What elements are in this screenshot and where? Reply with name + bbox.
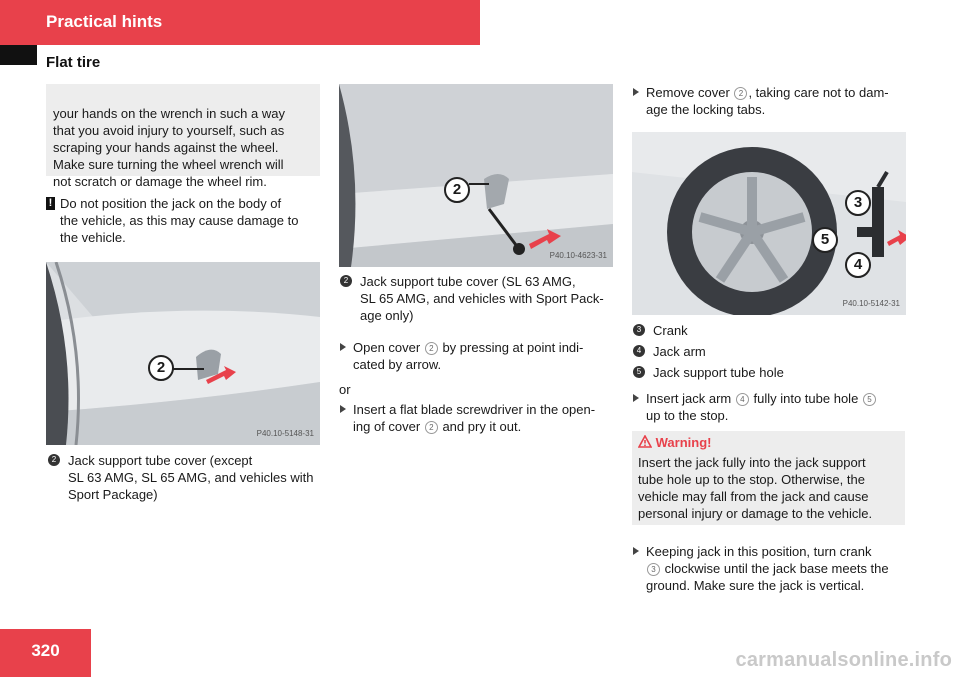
caption-text: Jack support tube cover (SL 63 AMG, SL 65 AMG, and vehicles with Sport Pack- age only) <box>360 274 604 323</box>
callout-4: 4 <box>845 252 871 278</box>
legend-text: Crank <box>653 323 688 338</box>
warning-box <box>632 431 905 525</box>
caption-number: 2 <box>340 275 352 287</box>
step-text: Insert jack arm <box>646 391 732 406</box>
callout-5: 5 <box>812 227 838 253</box>
continued-warning-box <box>46 84 320 189</box>
reference-number: 4 <box>736 393 749 406</box>
legend-item <box>632 343 912 364</box>
step-text: fully into tube hole <box>753 391 859 406</box>
reference-number: 2 <box>425 421 438 434</box>
figure-legend <box>632 322 912 385</box>
legend-text: Jack arm <box>653 344 706 359</box>
legend-number: 5 <box>633 366 645 378</box>
caption-jack-cover-amg <box>339 273 619 324</box>
caption-jack-cover-standard <box>46 452 326 503</box>
step-text: , taking care not to dam- age the locking tabs. <box>646 85 889 117</box>
continued-warning-text: your hands on the wrench in such a way that you avoid injury to yourself, such as scraping your hands against the wheel. Make sure turning the wheel wrench will not scratch or damage the wheel rim. <box>53 106 285 189</box>
figure-code: P40.10-5142-31 <box>842 299 900 308</box>
caption-text: Jack support tube cover (except SL 63 AMG, SL 65 AMG, and vehicles with Sport Package) <box>68 453 314 502</box>
watermark: carmanualsonline.info <box>735 649 952 671</box>
reference-number: 2 <box>734 87 747 100</box>
section-title: Flat tire <box>46 54 101 71</box>
chapter-title: Practical hints <box>46 12 163 31</box>
notice <box>46 195 326 246</box>
warning-text: Insert the jack fully into the jack support tube hole up to the stop. Otherwise, the vehicle may fall from the jack and cause personal injury or damage to the vehicle. <box>638 455 873 521</box>
legend-number: 3 <box>633 324 645 336</box>
warning-title: Warning! <box>655 435 712 450</box>
step-text: Open cover <box>353 340 421 355</box>
reference-number: 2 <box>425 342 438 355</box>
step-turn-crank <box>632 543 912 594</box>
step-insert-jack <box>632 390 912 424</box>
step-text: Remove cover <box>646 85 730 100</box>
step-arrow-icon <box>633 88 639 96</box>
callout-2: 2 <box>444 177 470 203</box>
legend-item <box>632 364 912 385</box>
callout-3: 3 <box>845 190 871 216</box>
step-text: clockwise until the jack base meets the ground. Make sure the jack is vertical. <box>646 561 889 593</box>
figure-jack-cover-standard <box>46 262 320 445</box>
step-arrow-icon <box>340 405 346 413</box>
reference-number: 5 <box>863 393 876 406</box>
figure-code: P40.10-4623-31 <box>549 251 607 260</box>
section-tab <box>0 45 37 65</box>
step-arrow-icon <box>633 394 639 402</box>
step-open-cover <box>339 339 619 373</box>
step-pry-cover <box>339 401 619 435</box>
reference-number: 3 <box>647 563 660 576</box>
step-arrow-icon <box>340 343 346 351</box>
caption-number: 2 <box>48 454 60 466</box>
legend-item <box>632 322 912 343</box>
step-text: Keeping jack in this position, turn crank <box>646 544 872 559</box>
figure-jack-cover-amg <box>339 84 613 267</box>
step-text: Insert a flat blade screwdriver in the open- ing of cover <box>353 402 596 434</box>
page-number: 320 <box>31 641 60 660</box>
callout-2: 2 <box>148 355 174 381</box>
notice-icon: ! <box>46 197 55 210</box>
step-arrow-icon <box>633 547 639 555</box>
legend-text: Jack support tube hole <box>653 365 784 380</box>
figure-jack-inserted <box>632 132 906 315</box>
step-text: up to the stop. <box>646 408 729 423</box>
step-text: by pressing at point indi- cated by arrow. <box>353 340 584 372</box>
notice-text: Do not position the jack on the body of the vehicle, as this may cause damage to the vehicle. <box>60 196 299 245</box>
figure-code: P40.10-5148-31 <box>256 429 314 438</box>
or-label: or <box>339 382 351 397</box>
step-remove-cover <box>632 84 912 118</box>
legend-number: 4 <box>633 345 645 357</box>
warning-triangle-icon <box>638 435 652 448</box>
step-text: and pry it out. <box>442 419 522 434</box>
